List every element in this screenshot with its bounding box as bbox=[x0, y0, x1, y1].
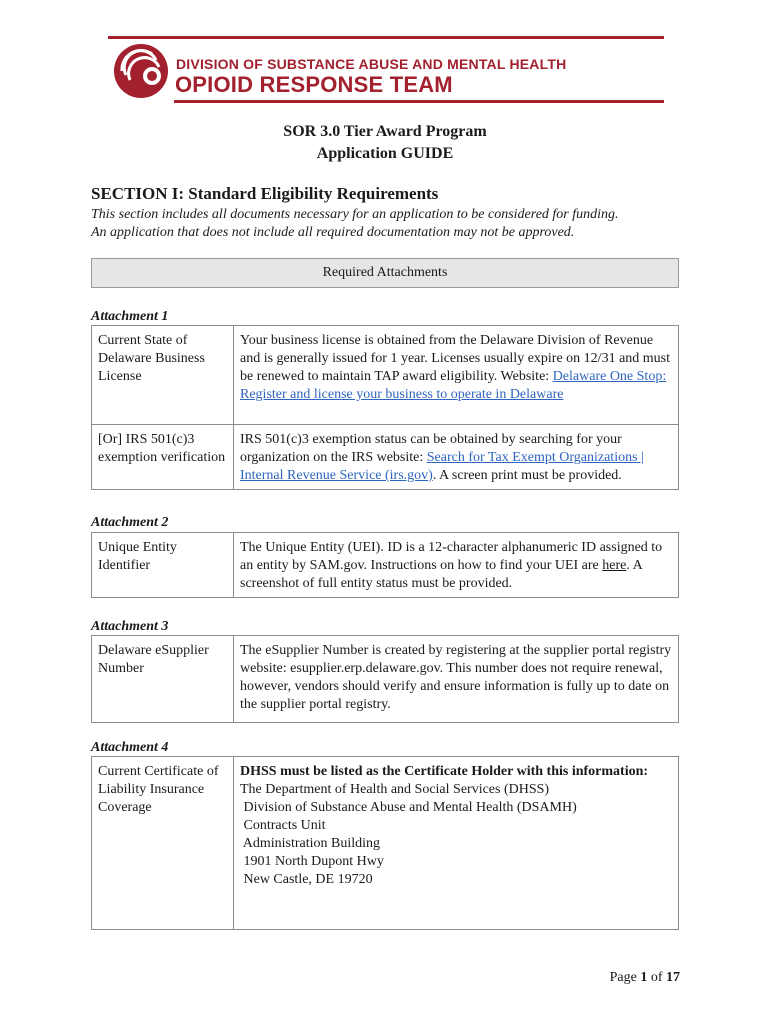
certificate-holder-instruction: DHSS must be listed as the Certificate Holder with this information: bbox=[240, 764, 649, 779]
address-line: 1901 North Dupont Hwy bbox=[240, 854, 384, 869]
requirement-name: Current State of Delaware Business License bbox=[92, 326, 234, 425]
uei-here-link[interactable]: here bbox=[602, 558, 627, 573]
attachment-3-label: Attachment 3 bbox=[91, 619, 169, 634]
requirement-text-after: . A screen print must be provided. bbox=[432, 468, 622, 483]
address-line: Contracts Unit bbox=[240, 818, 326, 833]
header-org-name: DIVISION OF SUBSTANCE ABUSE AND MENTAL HEALTH bbox=[176, 56, 567, 72]
page-prefix: Page bbox=[609, 970, 641, 985]
requirement-name: Unique Entity Identifier bbox=[92, 533, 234, 598]
attachment-4-table bbox=[91, 756, 679, 930]
page-current: 1 bbox=[640, 970, 648, 985]
address-line: Administration Building bbox=[240, 836, 381, 851]
requirement-text: IRS 501(c)3 exemption status can be obtained by searching for your organization on the IRS website: bbox=[240, 432, 622, 465]
header-team-name: OPIOID RESPONSE TEAM bbox=[175, 72, 453, 97]
required-attachments-header: Required Attachments bbox=[91, 258, 679, 288]
table-row bbox=[92, 757, 679, 930]
doc-title-line1: SOR 3.0 Tier Award Program bbox=[283, 123, 487, 140]
attachment-4-label: Attachment 4 bbox=[91, 740, 169, 755]
header-bottom-rule bbox=[174, 100, 664, 103]
address-line: New Castle, DE 19720 bbox=[240, 872, 373, 887]
attachment-2-table bbox=[91, 532, 679, 598]
address-line: Division of Substance Abuse and Mental Health (DSAMH) bbox=[240, 800, 577, 815]
page-total: 17 bbox=[666, 970, 680, 985]
address-line: The Department of Health and Social Services (DHSS) bbox=[240, 782, 550, 797]
attachment-1-label: Attachment 1 bbox=[91, 309, 169, 324]
dsamh-logo-icon bbox=[112, 42, 170, 100]
table-row bbox=[92, 636, 679, 723]
section-intro-line2: An application that does not include all required documentation may not be approved. bbox=[91, 225, 575, 240]
attachment-2-label: Attachment 2 bbox=[91, 515, 169, 530]
section-heading: SECTION I: Standard Eligibility Requirements bbox=[91, 184, 439, 203]
requirement-name: [Or] IRS 501(c)3 exemption verification bbox=[92, 425, 234, 490]
requirement-description bbox=[234, 326, 679, 425]
page-of: of bbox=[647, 970, 666, 985]
requirement-name: Current Certificate of Liability Insurance Coverage bbox=[92, 757, 234, 930]
requirement-text: The Unique Entity (UEI). ID is a 12-character alphanumeric ID assigned to an entity by SAM.gov. Instructions on how to find your UEI are bbox=[240, 540, 663, 573]
requirement-text: Your business license is obtained from the Delaware Division of Revenue and is generally issued for 1 year. Licenses usually expire on 12/31 and must be renewed to maintain TAP award eligibility. Website: bbox=[240, 333, 671, 384]
requirement-text-after: . A screenshot of full entity status must be provided. bbox=[240, 558, 642, 591]
doc-title-line2: Application GUIDE bbox=[316, 145, 454, 162]
requirement-description bbox=[234, 425, 679, 490]
requirement-description: The eSupplier Number is created by registering at the supplier portal registry website: esupplier.erp.delaware.gov. This number does not require renewal, however, vendors should verify and ensure information is fully up to date on the supplier portal registry. bbox=[234, 636, 679, 723]
requirement-description bbox=[234, 533, 679, 598]
table-row bbox=[92, 425, 679, 490]
header-top-rule bbox=[108, 36, 664, 39]
table-row bbox=[92, 533, 679, 598]
delaware-one-stop-link[interactable]: Delaware One Stop: Register and license your business to operate in Delaware bbox=[240, 369, 667, 402]
attachment-1-table bbox=[91, 325, 679, 490]
table-row bbox=[92, 326, 679, 425]
section-intro-line1: This section includes all documents necessary for an application to be considered for funding. bbox=[91, 207, 619, 222]
page-number bbox=[610, 970, 680, 986]
irs-search-link[interactable]: Search for Tax Exempt Organizations | Internal Revenue Service (irs.gov) bbox=[240, 450, 644, 483]
requirement-name: Delaware eSupplier Number bbox=[92, 636, 234, 723]
attachment-3-table bbox=[91, 635, 679, 723]
requirement-description bbox=[234, 757, 679, 930]
